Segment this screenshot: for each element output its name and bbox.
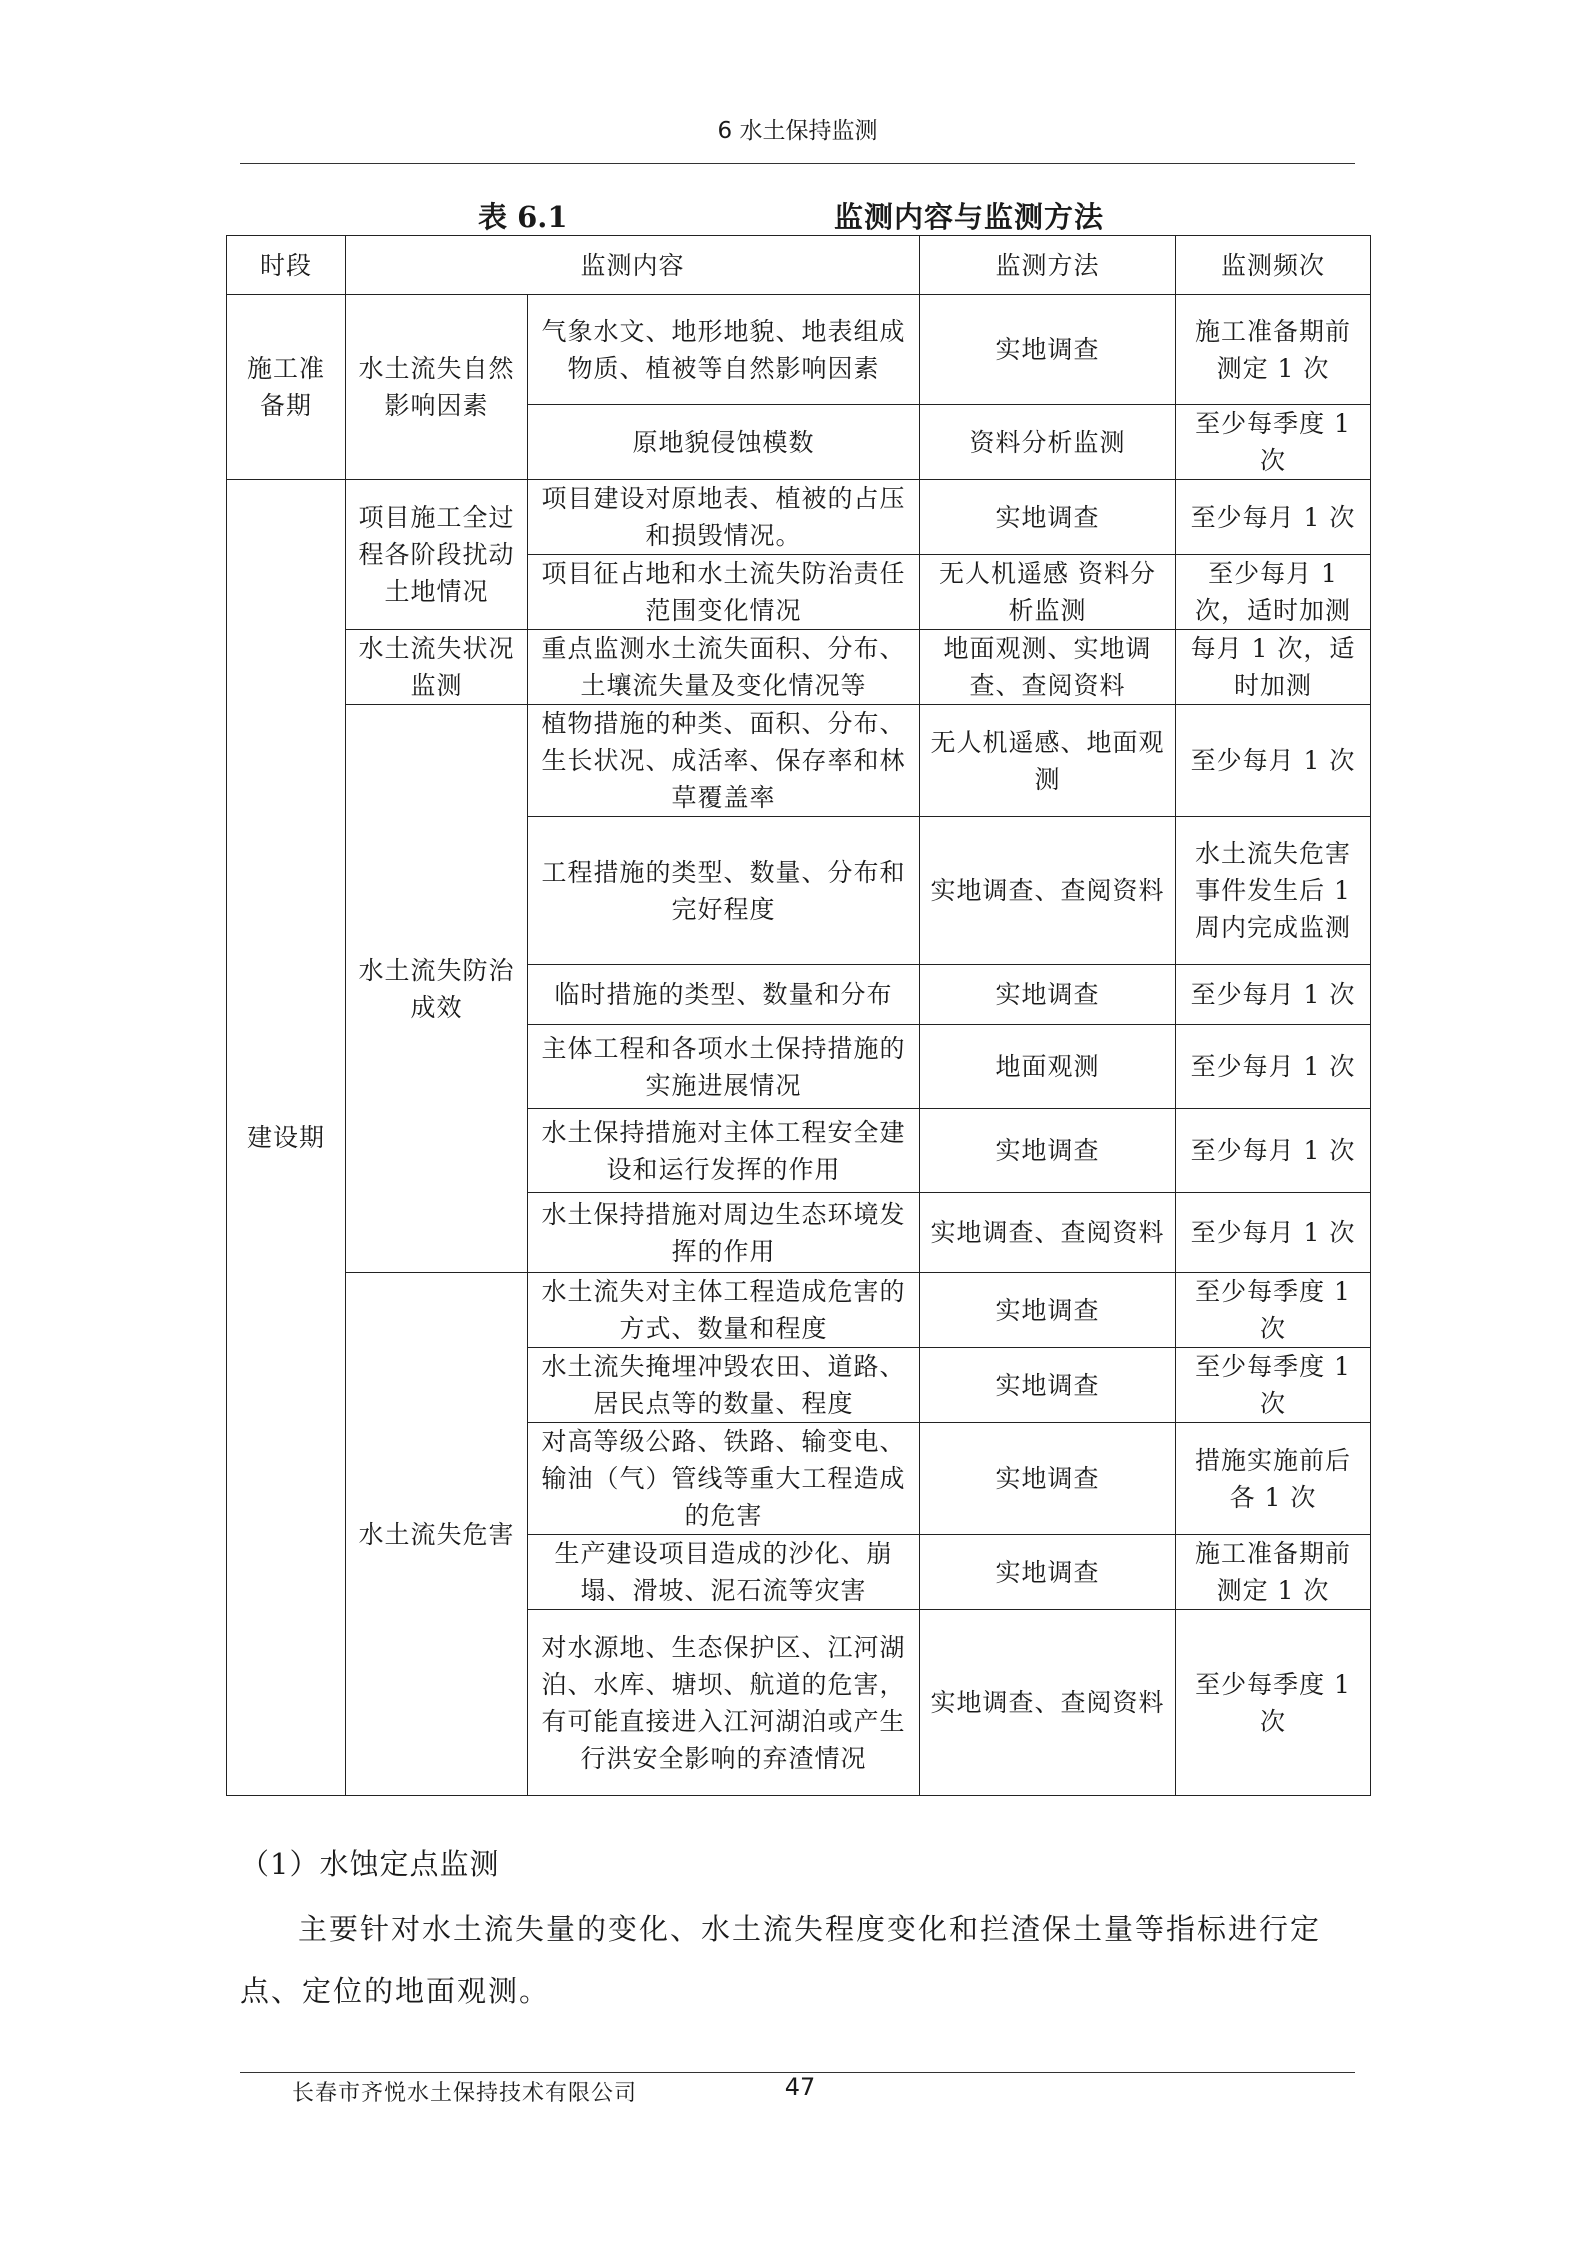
frequency-cell: 至少每月 1 次: [1176, 480, 1371, 555]
content-cell: 水土流失对主体工程造成危害的方式、数量和程度: [528, 1273, 920, 1348]
table-row: [227, 1273, 1371, 1348]
content-cell: 项目征占地和水土流失防治责任范围变化情况: [528, 555, 920, 630]
frequency-cell: 施工准备期前测定 1 次: [1176, 1535, 1371, 1610]
method-cell: 实地调查: [920, 1348, 1176, 1423]
footer-company: 长春市齐悦水土保持技术有限公司: [292, 2081, 638, 2106]
section-heading: （1）水蚀定点监测: [240, 1847, 500, 1881]
method-cell: 实地调查: [920, 295, 1176, 405]
method-cell: 实地调查: [920, 1535, 1176, 1610]
method-cell: 实地调查: [920, 480, 1176, 555]
frequency-cell: 措施实施前后各 1 次: [1176, 1423, 1371, 1535]
page-number: 47: [784, 2073, 816, 2101]
body-paragraph: 主要针对水土流失量的变化、水土流失程度变化和拦渣保土量等指标进行定点、定位的地面观测。: [240, 1912, 1322, 2008]
frequency-cell: 至少每月 1 次: [1176, 1193, 1371, 1273]
category-cell: 水土流失自然影响因素: [346, 295, 528, 480]
content-cell: 气象水文、地形地貌、地表组成物质、植被等自然影响因素: [528, 295, 920, 405]
table-row: [227, 705, 1371, 817]
frequency-cell: 至少每月 1 次: [1176, 1025, 1371, 1109]
frequency-cell: 每月 1 次，适时加测: [1176, 630, 1371, 705]
page-header: 6 水土保持监测: [717, 118, 878, 144]
frequency-cell: 至少每季度 1 次: [1176, 405, 1371, 480]
content-cell: 生产建设项目造成的沙化、崩塌、滑坡、泥石流等灾害: [528, 1535, 920, 1610]
frequency-cell: 至少每月 1 次: [1176, 705, 1371, 817]
method-cell: 实地调查: [920, 965, 1176, 1025]
table-title: 监测内容与监测方法: [834, 200, 1105, 234]
frequency-cell: 施工准备期前测定 1 次: [1176, 295, 1371, 405]
content-cell: 对高等级公路、铁路、输变电、输油（气）管线等重大工程造成的危害: [528, 1423, 920, 1535]
method-cell: 实地调查、查阅资料: [920, 817, 1176, 965]
method-cell: 无人机遥感、地面观测: [920, 705, 1176, 817]
content-cell: 水土保持措施对主体工程安全建设和运行发挥的作用: [528, 1109, 920, 1193]
method-cell: 地面观测: [920, 1025, 1176, 1109]
table-caption: [0, 195, 1587, 235]
content-cell: 对水源地、生态保护区、江河湖泊、水库、塘坝、航道的危害，有可能直接进入江河湖泊或产生行洪安全影响的弃渣情况: [528, 1610, 920, 1796]
table-header-row: [227, 236, 1371, 295]
period-cell: 施工准备期: [227, 295, 346, 480]
frequency-cell: 至少每季度 1 次: [1176, 1273, 1371, 1348]
frequency-cell: 至少每月 1 次，适时加测: [1176, 555, 1371, 630]
header-period: 时段: [227, 236, 346, 295]
header-content: 监测内容: [346, 236, 920, 295]
header-frequency: 监测频次: [1176, 236, 1371, 295]
method-cell: 无人机遥感 资料分析监测: [920, 555, 1176, 630]
table-row: [227, 480, 1371, 555]
content-cell: 工程措施的类型、数量、分布和完好程度: [528, 817, 920, 965]
content-cell: 临时措施的类型、数量和分布: [528, 965, 920, 1025]
header-divider: [240, 163, 1355, 164]
period-cell: 建设期: [227, 480, 346, 1796]
table-number: 表 6.1: [478, 200, 568, 234]
method-cell: 实地调查、查阅资料: [920, 1193, 1176, 1273]
method-cell: 地面观测、实地调查、查阅资料: [920, 630, 1176, 705]
content-cell: 植物措施的种类、面积、分布、生长状况、成活率、保存率和林草覆盖率: [528, 705, 920, 817]
content-cell: 水土保持措施对周边生态环境发挥的作用: [528, 1193, 920, 1273]
header-method: 监测方法: [920, 236, 1176, 295]
category-cell: 项目施工全过程各阶段扰动土地情况: [346, 480, 528, 630]
method-cell: 实地调查、查阅资料: [920, 1610, 1176, 1796]
monitoring-table: [226, 235, 1371, 1796]
table-row: [227, 630, 1371, 705]
content-cell: 项目建设对原地表、植被的占压和损毁情况。: [528, 480, 920, 555]
method-cell: 资料分析监测: [920, 405, 1176, 480]
content-cell: 重点监测水土流失面积、分布、土壤流失量及变化情况等: [528, 630, 920, 705]
content-cell: 水土流失掩埋冲毁农田、道路、居民点等的数量、程度: [528, 1348, 920, 1423]
method-cell: 实地调查: [920, 1273, 1176, 1348]
table-row: [227, 295, 1371, 405]
method-cell: 实地调查: [920, 1109, 1176, 1193]
category-cell: 水土流失防治成效: [346, 705, 528, 1273]
frequency-cell: 水土流失危害事件发生后 1 周内完成监测: [1176, 817, 1371, 965]
frequency-cell: 至少每季度 1 次: [1176, 1610, 1371, 1796]
frequency-cell: 至少每月 1 次: [1176, 965, 1371, 1025]
category-cell: 水土流失状况监测: [346, 630, 528, 705]
frequency-cell: 至少每季度 1 次: [1176, 1348, 1371, 1423]
content-cell: 主体工程和各项水土保持措施的实施进展情况: [528, 1025, 920, 1109]
method-cell: 实地调查: [920, 1423, 1176, 1535]
frequency-cell: 至少每月 1 次: [1176, 1109, 1371, 1193]
category-cell: 水土流失危害: [346, 1273, 528, 1796]
content-cell: 原地貌侵蚀模数: [528, 405, 920, 480]
